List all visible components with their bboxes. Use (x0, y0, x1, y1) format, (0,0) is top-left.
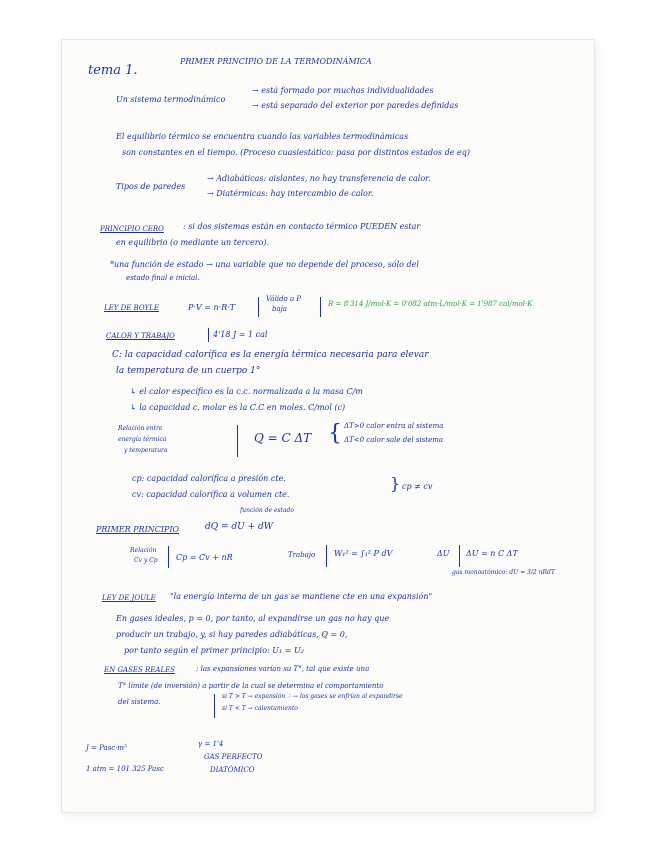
condition-2: ΔT<0 calor sale del sistema (344, 436, 444, 444)
equilibrio-line1: El equilibrio térmico se encuentra cuando las variables termodinámicas (116, 132, 409, 141)
principio-cero-line2: en equilibrio (o mediante un tercero). (116, 238, 270, 247)
paredes-line2: → Diatérmicas: hay intercambio de calor. (207, 189, 374, 198)
gas-perfecto: GAS PERFECTO (204, 753, 263, 761)
gases-reales-case1: si T > T → expansión ∴ → los gases se enfrían al expandirse (222, 693, 403, 700)
page-title: PRIMER PRINCIPIO DE LA TERMODINÁMICA (180, 57, 372, 66)
ley-joule-line1: "la energía interna de un gas se mantiene cte en una expansión" (170, 592, 433, 601)
cp-definition: cp: capacidad calorífica a presión cte. (132, 474, 286, 483)
ley-joule-line2: En gases ideales, p = 0, por tanto, al expandirse un gas no hay que (116, 614, 390, 623)
calor-divider (208, 328, 209, 342)
boyle-valid-1: Válido a P (266, 295, 302, 303)
primer-principio-title: PRIMER PRINCIPIO (96, 525, 180, 534)
sistema-line1: → está formado por muchas individualidades (252, 86, 434, 95)
cvcp-divider (168, 546, 169, 568)
boyle-r-value: R = 8'314 J/mol·K = 0'082 atm·L/mol·K = 1'987 cal/mol·K (328, 300, 533, 308)
du-formula: ΔU = n C ΔT (466, 549, 518, 558)
ley-boyle-formula: P·V = n·R·T (188, 303, 236, 312)
boyle-valid-2: baja (272, 305, 287, 313)
cp-cv-brace: } (390, 474, 401, 493)
ley-joule-title: LEY DE JOULE (102, 594, 156, 602)
principio-cero-title: PRINCIPIO CERO (100, 225, 164, 233)
principio-cero-line1: : si dos sistemas están en contacto térmico PUEDEN estar (183, 222, 421, 231)
calor-line3: ↳ el calor específico es la c.c. normalizada a la masa C/m (130, 387, 363, 396)
principio-cero-line4: estado final e inicial. (126, 274, 200, 282)
trabajo-label: Trabajo (288, 551, 316, 559)
sistema-label: Un sistema termodinámico (116, 95, 226, 104)
du-divider (459, 545, 460, 567)
relacion-label-3: y temperatura (124, 447, 168, 454)
calor-line2: la temperatura de un cuerpo 1° (116, 366, 261, 376)
ley-boyle-title: LEY DE BOYLE (104, 304, 159, 312)
relacion-label-2: energía térmica (118, 436, 167, 443)
calor-line1: C: la capacidad calorífica es la energía térmica necesaria para elevar (112, 350, 429, 360)
relacion-cv-cp-1: Relación (130, 547, 157, 554)
gases-reales-line2: T° límite (de inversión) a partir de la cual se determina el comportamiento (118, 682, 384, 690)
calor-line4: ↳ la capacidad c. molar es la C.C en moles. C/mol (c) (130, 403, 346, 412)
funcion-estado-note: función de estado (240, 507, 294, 514)
cp-neq-cv: cp ≠ cv (402, 482, 433, 491)
monoatomico-note: gas monoatómico: dU = 3/2 nRdT (452, 569, 555, 576)
relacion-label-1: Relación entre (118, 425, 163, 432)
primer-principio-formula: dQ = dU + dW (205, 522, 274, 532)
atm-units: 1 atm = 101 325 Pasc (86, 765, 164, 773)
calor-trabajo-title: CALOR Y TRABAJO (106, 332, 175, 340)
tema-label: tema 1. (88, 63, 138, 78)
gases-reales-divider (214, 694, 215, 718)
gases-reales-label: EN GASES REALES (104, 666, 176, 674)
du-label: ΔU (437, 549, 450, 558)
gases-reales-line3: del sistema. (118, 698, 161, 706)
paredes-line1: → Adiabáticas: aislantes, no hay transferencia de calor. (207, 174, 431, 183)
relacion-divider (237, 425, 238, 457)
q-formula: Q = C ΔT (254, 431, 312, 445)
condition-1: ΔT>0 calor entra al sistema (344, 422, 444, 430)
relacion-cv-cp-2: Cv y Cp (134, 557, 158, 564)
gases-reales-case2: si T < T → calentamiento (222, 705, 298, 712)
equilibrio-line2: son constantes en el tiempo. (Proceso cuasiestático: pasa por distintos estados de eq) (122, 148, 470, 157)
work-formula: W₁² = ∫₁² P dV (334, 549, 393, 558)
cv-definition: cv: capacidad calorífica a volumen cte. (132, 490, 290, 499)
boyle-divider-right (320, 297, 321, 317)
principio-cero-line3: *una función de estado → una variable que no depende del proceso, sólo del (110, 260, 419, 269)
cp-cv-nr: Cp = Cv + nR (176, 553, 233, 562)
joule-units: J = Pasc·m³ (86, 744, 127, 752)
ley-joule-line3: producir un trabajo, y, si hay paredes adiabáticas, Q = 0, (116, 630, 348, 639)
paredes-label: Tipos de paredes (116, 182, 186, 191)
trabajo-divider (326, 545, 327, 567)
ley-joule-line4: por tanto según el primer principio: U₁ = U₂ (124, 646, 304, 655)
condition-brace: { (328, 421, 342, 446)
gamma-value: γ = 1'4 (198, 740, 224, 748)
calor-equivalence: 4'18 J = 1 cal (213, 330, 268, 339)
diatomico: DIATÓMICO (210, 766, 255, 774)
boyle-divider-left (258, 297, 259, 317)
gases-reales-line1: : las expansiones varían su T°, tal que existe una (196, 665, 370, 673)
sistema-line2: → está separado del exterior por paredes definidas (252, 101, 459, 110)
